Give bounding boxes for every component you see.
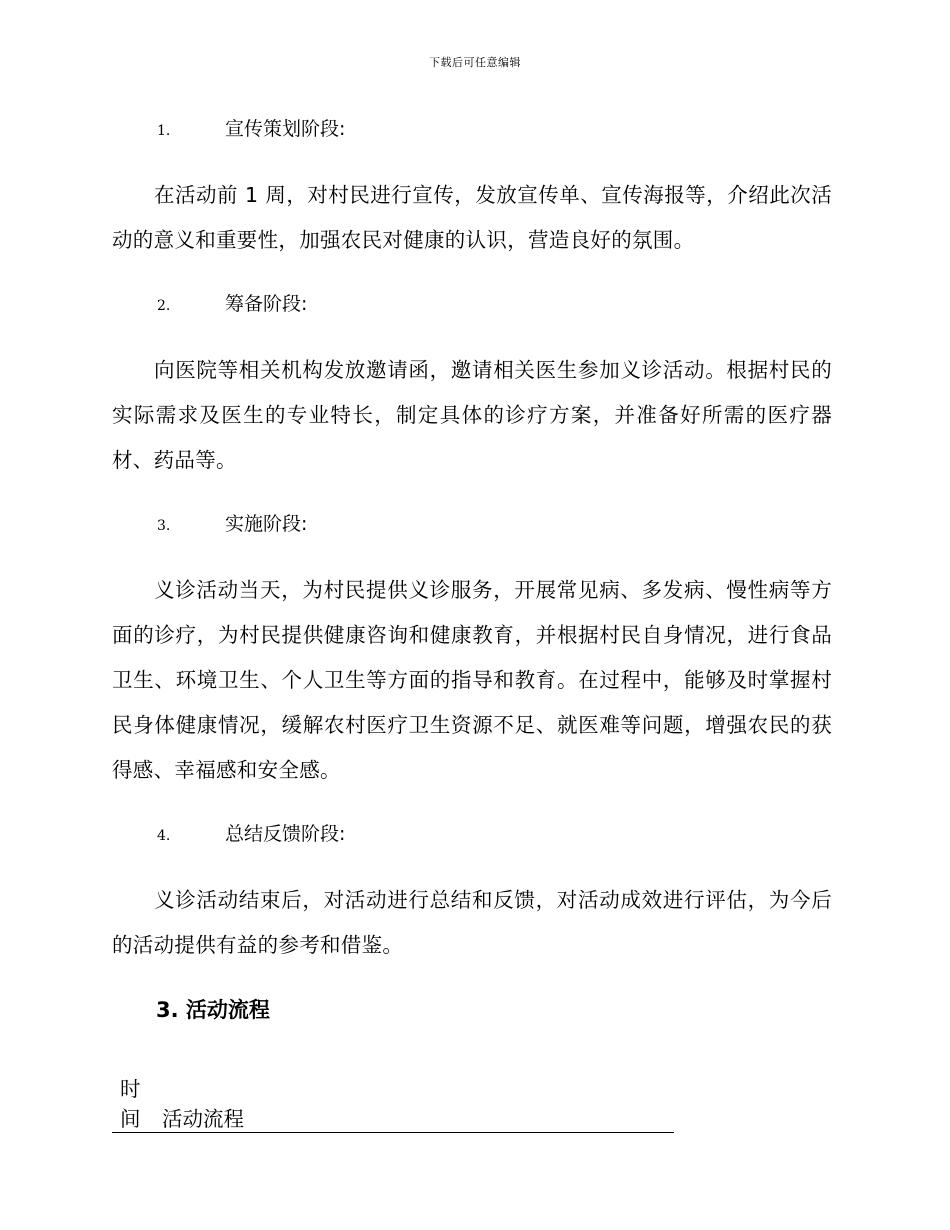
phase-paragraph: 向医院等相关机构发放邀请函，邀请相关医生参加义诊活动。根据村民的实际需求及医生的专业特长，制定具体的诊疗方案，并准备好所需的医疗器材、药品等。 xyxy=(112,358,832,472)
phase-paragraph: 义诊活动当天，为村民提供义诊服务，开展常见病、多发病、慢性病等方面的诊疗，为村民提供健康咨询和健康教育，并根据村民自身情况，进行食品卫生、环境卫生、个人卫生等方面的指导和教育。在过程中，能够及时掌握村民身体健康情况，缓解农村医疗卫生资源不足、就医难等问题，增强农民的获得感、幸福感和安全感。 xyxy=(112,578,832,782)
phase-title: 实施阶段: xyxy=(225,513,308,535)
activity-flow-table xyxy=(112,1074,674,1133)
phase-heading xyxy=(112,114,832,144)
section-title: 3. 活动流程 xyxy=(156,998,270,1022)
phase-paragraph: 义诊活动结束后，对活动进行总结和反馈，对活动成效进行评估，为今后的活动提供有益的参考和借鉴。 xyxy=(112,888,832,957)
phase-heading xyxy=(112,509,832,539)
phase-title: 总结反馈阶段: xyxy=(225,823,346,845)
phase-title: 宣传策划阶段: xyxy=(225,118,346,140)
phase-number: 2. xyxy=(157,298,171,314)
phase-section-4 xyxy=(112,819,832,994)
phase-heading xyxy=(112,289,832,319)
page-header: 下载后可任意编辑 xyxy=(429,56,521,69)
table-header-time: 时间 xyxy=(120,1077,141,1131)
phase-number: 4. xyxy=(157,828,171,844)
table-header-flow: 活动流程 xyxy=(162,1107,244,1131)
phase-title: 筹备阶段: xyxy=(225,293,308,315)
phase-number: 3. xyxy=(157,518,171,534)
phase-heading xyxy=(112,819,832,849)
phase-paragraph: 在活动前 1 周，对村民进行宣传，发放宣传单、宣传海报等，介绍此次活动的意义和重要性，加强农民对健康的认识，营造良好的氛围。 xyxy=(112,183,832,252)
document-body xyxy=(112,114,832,1133)
phase-number: 1. xyxy=(157,123,171,139)
phase-section-2 xyxy=(112,289,832,509)
phase-section-3 xyxy=(112,509,832,819)
phase-section-1 xyxy=(112,114,832,289)
